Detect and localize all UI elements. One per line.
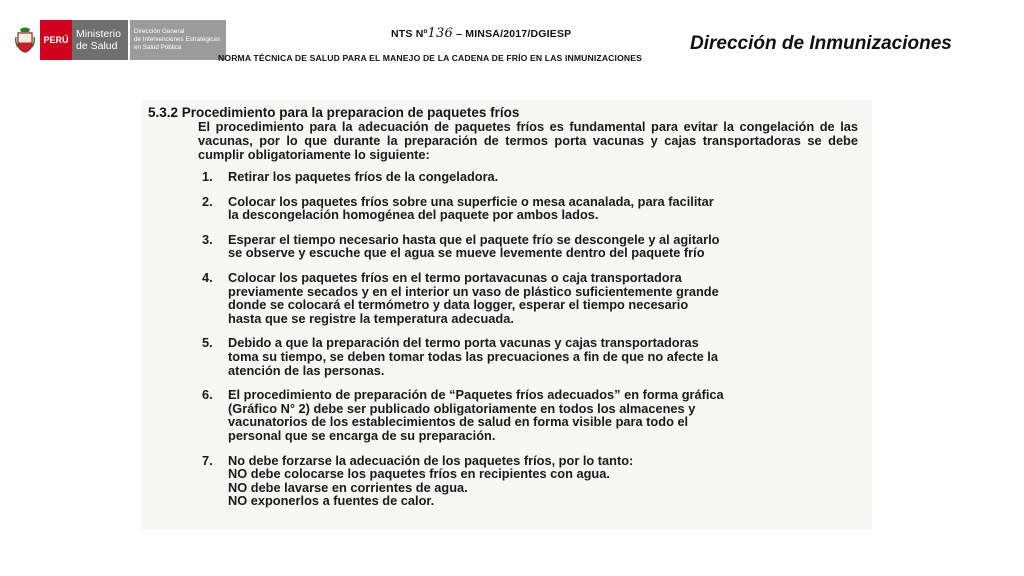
list-item (148, 388, 860, 442)
list-item-line: se observe y escuche que el agua se mueve levemente dentro del paquete frío (228, 245, 705, 261)
list-item-line: vacunatorios de los establecimientos de salud en forma visible para todo el (228, 414, 689, 430)
nts-reference: NTS Nº136 – MINSA/2017/DGIESP (391, 26, 572, 41)
list-item-line: Esperar el tiempo necesario hasta que el paquete frío se descongele y al agitarlo (228, 231, 720, 247)
list-item (148, 336, 860, 377)
list-item-text (228, 454, 854, 508)
list-item-number: 4. (202, 269, 213, 285)
minsa-logo (14, 20, 226, 60)
norma-title: NORMA TÉCNICA DE SALUD PARA EL MANEJO DE LA CADENA DE FRÍO EN LAS INMUNIZACIONES (218, 53, 643, 63)
list-item-line: NO debe colocarse los paquetes fríos en recipientes con agua. (228, 466, 610, 482)
list-item-line: Retirar los paquetes fríos de la congeladora. (228, 169, 499, 184)
list-item (148, 233, 860, 260)
list-item-number: 1. (202, 169, 213, 184)
list-item-line: la descongelación homogénea del paquete por ambos lados. (228, 207, 599, 223)
procedure-list (148, 170, 860, 508)
peru-label: PERÚ (40, 20, 72, 60)
list-item-text (228, 271, 854, 325)
list-item-text (228, 336, 854, 377)
section-title: 5.3.2 Procedimiento para la preparacion de paquetes fríos (148, 105, 520, 120)
slide-title: Dirección de Inmunizaciones (690, 33, 952, 54)
list-item-line: NO exponerlos a fuentes de calor. (228, 493, 435, 509)
list-item (148, 454, 860, 508)
list-item-number: 5. (202, 335, 213, 351)
direction-label: Dirección General de Intervenciones Estratégicas en Salud Pública (130, 20, 226, 60)
list-item-number: 6. (202, 387, 213, 403)
list-item-line: NO debe lavarse en corrientes de agua. (228, 479, 468, 495)
ministry-label: Ministerio de Salud (72, 20, 128, 60)
list-item-number: 3. (202, 231, 213, 247)
list-item-number: 7. (202, 452, 213, 468)
list-item (148, 195, 860, 222)
list-item-line: Colocar los paquetes fríos sobre una superficie o mesa acanalada, para facilitar (228, 193, 714, 209)
list-item-line: Colocar los paquetes fríos en el termo portavacunas o caja transportadora (228, 269, 682, 285)
list-item-line: El procedimiento de preparación de “Paquetes fríos adecuados” en forma gráfica (228, 387, 724, 403)
list-item-line: personal que se encarga de su preparación. (228, 427, 496, 443)
list-item-line: atención de las personas. (228, 362, 385, 378)
list-item-text (228, 233, 854, 260)
list-item-number: 2. (202, 193, 213, 209)
list-item-line: toma su tiempo, se deben tomar todas las precuaciones a fin de que no afecte la (228, 348, 718, 364)
list-item-line: Debido a que la preparación del termo porta vacunas y cajas transportadoras (228, 335, 699, 351)
coat-of-arms-icon (14, 20, 36, 60)
list-item-text (228, 388, 854, 442)
list-item-line: No debe forzarse la adecuación de los paquetes fríos, por lo tanto: (228, 452, 634, 468)
list-item-line: previamente secados y en el interior un vaso de plástico suficientemente grande (228, 283, 719, 299)
nts-handwritten-number: 136 (427, 26, 453, 41)
list-item-text (228, 170, 854, 184)
list-item (148, 170, 860, 184)
list-item-line: hasta que se registre la temperatura adecuada. (228, 310, 514, 326)
list-item (148, 271, 860, 325)
document-body (148, 106, 860, 519)
list-item-line: donde se colocará el termómetro y data logger, esperar el tiempo necesario (228, 297, 689, 313)
list-item-text (228, 195, 854, 222)
list-item-line: (Gráfico N° 2) debe ser publicado obligatoriamente en todos los almacenes y (228, 400, 696, 416)
section-intro: El procedimiento para la adecuación de paquetes fríos es fundamental para evitar la congelación de las vacunas, por lo que durante la preparación de termos porta vacunas y cajas transportadoras se debe cumplir obligatoriamente lo siguiente: (198, 119, 858, 162)
